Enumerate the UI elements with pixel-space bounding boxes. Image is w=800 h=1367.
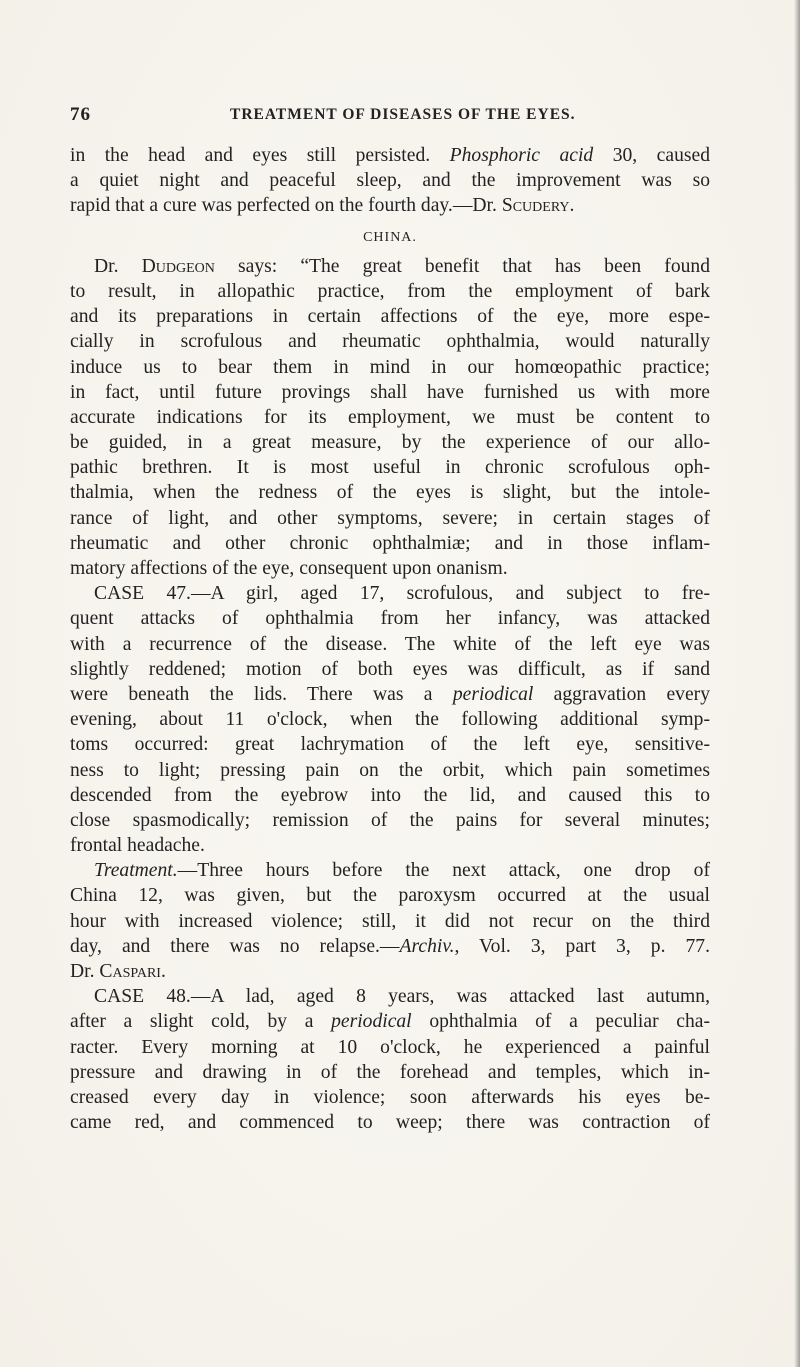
text-segment: quent attacks of ophthalmia from her infancy, was attacked xyxy=(70,608,710,630)
text-segment: day, and there was no relapse.— xyxy=(70,935,400,957)
text-segment: slightly reddened; motion of both eyes was difficult, as if sand xyxy=(70,658,710,680)
text-line xyxy=(70,455,710,480)
text-line xyxy=(70,833,710,858)
text-segment: Caspari xyxy=(99,961,161,982)
text-line xyxy=(70,732,710,757)
text-segment: in the head and eyes still persisted. xyxy=(70,145,450,166)
text-segment: pressure and drawing in of the forehead and temples, which in- xyxy=(70,1061,710,1083)
text-segment: came red, and commenced to weep; there was contraction of xyxy=(70,1112,710,1134)
text-segment: aggravation every xyxy=(533,683,710,705)
text-segment: rance of light, and other symptoms, severe; in certain stages of xyxy=(70,507,710,529)
text-line xyxy=(70,329,710,354)
text-line xyxy=(70,405,710,430)
text-segment: thalmia, when the redness of the eyes is slight, but the intole- xyxy=(70,482,710,504)
text-line xyxy=(70,758,710,783)
text-segment: periodical xyxy=(452,683,534,705)
running-head xyxy=(70,104,740,126)
text-segment: Dudgeon xyxy=(141,255,215,277)
text-segment: in fact, until future provings shall have furnished us with more xyxy=(70,381,710,403)
text-line xyxy=(70,909,710,934)
text-line xyxy=(70,143,710,168)
text-line xyxy=(70,1035,710,1060)
text-segment: hour with increased violence; still, it did not recur on the third xyxy=(70,910,710,932)
text-line xyxy=(70,254,710,279)
text-segment: rheumatic and other chronic ophthalmiæ; and in those inflam- xyxy=(70,532,710,554)
text-segment: to result, in allopathic practice, from the employment of bark xyxy=(70,280,710,302)
text-line xyxy=(70,581,710,606)
text-segment: Treatment. xyxy=(94,860,178,882)
running-title: TREATMENT OF DISEASES OF THE EYES. xyxy=(230,106,576,123)
text-line xyxy=(70,556,710,581)
text-segment: matory affections of the eye, consequent upon onanism. xyxy=(70,558,508,579)
text-segment: Dr. xyxy=(94,255,142,277)
text-line xyxy=(70,959,710,984)
text-segment: . xyxy=(160,961,166,982)
text-line xyxy=(70,1110,710,1135)
page-number: 76 xyxy=(70,104,91,125)
text-segment: Archiv. xyxy=(399,935,455,957)
text-segment: with a recurrence of the disease. The white of the left eye was xyxy=(70,633,710,655)
text-line xyxy=(70,304,710,329)
text-segment: accurate indications for its employment, we must be content to xyxy=(70,406,710,428)
text-segment: Dr. xyxy=(70,961,100,982)
text-segment: racter. Every morning at 10 o'clock, he experienced a painful xyxy=(70,1036,710,1058)
text-line xyxy=(70,506,710,531)
text-segment: . xyxy=(569,195,575,217)
text-line xyxy=(70,279,710,304)
text-segment: and its preparations in certain affections of the eye, more espe- xyxy=(70,306,710,328)
body-text xyxy=(70,143,710,1135)
text-line xyxy=(70,632,710,657)
text-line xyxy=(70,934,710,959)
text-segment: says: “The great benefit that has been found xyxy=(214,255,711,277)
text-segment: , Vol. 3, part 3, p. 77. xyxy=(454,935,710,957)
text-segment: ophthalmia of a peculiar cha- xyxy=(411,1011,710,1033)
text-line xyxy=(70,480,710,505)
text-segment: China 12, was given, but the paroxysm occurred at the usual xyxy=(70,885,710,907)
text-line xyxy=(70,858,710,883)
text-line xyxy=(70,883,710,908)
text-line xyxy=(70,984,710,1009)
text-segment: Scudery xyxy=(501,195,570,217)
text-segment: Phosphoric acid xyxy=(449,145,594,166)
text-line xyxy=(70,355,710,380)
text-segment: a quiet night and peaceful sleep, and the improvement was so xyxy=(70,170,710,192)
text-line xyxy=(70,1085,710,1110)
text-line xyxy=(70,380,710,405)
text-line xyxy=(70,606,710,631)
text-segment: ness to light; pressing pain on the orbit, which pain sometimes xyxy=(70,759,710,781)
text-line xyxy=(70,682,710,707)
text-line xyxy=(70,1060,710,1085)
text-line xyxy=(70,808,710,833)
text-segment: periodical xyxy=(331,1011,412,1033)
text-segment: evening, about 11 o'clock, when the following additional symp- xyxy=(70,709,710,731)
page-edge-shadow xyxy=(794,0,800,1367)
text-segment: CASE 47.—A girl, aged 17, scrofulous, and subject to fre- xyxy=(94,583,710,605)
text-line xyxy=(70,657,710,682)
text-line xyxy=(70,193,710,218)
text-segment: frontal headache. xyxy=(70,835,205,857)
text-segment: cially in scrofulous and rheumatic ophthalmia, would naturally xyxy=(70,331,710,353)
text-segment: 30, caused xyxy=(593,145,710,166)
text-segment: —Three hours before the next attack, one drop of xyxy=(177,860,710,882)
text-segment: toms occurred: great lachrymation of the left eye, sensitive- xyxy=(70,734,710,756)
text-line xyxy=(70,1009,710,1034)
text-line xyxy=(70,707,710,732)
text-segment: descended from the eyebrow into the lid, and caused this to xyxy=(70,784,710,806)
text-line xyxy=(70,531,710,556)
text-segment: be guided, in a great measure, by the experience of our allo- xyxy=(70,432,710,454)
text-segment: CASE 48.—A lad, aged 8 years, was attacked last autumn, xyxy=(94,986,710,1008)
text-segment: close spasmodically; remission of the pains for several minutes; xyxy=(70,809,710,831)
text-line xyxy=(70,430,710,455)
text-line xyxy=(70,783,710,808)
text-segment: pathic brethren. It is most useful in chronic scrofulous oph- xyxy=(70,457,710,479)
text-line xyxy=(70,168,710,193)
text-segment: after a slight cold, by a xyxy=(70,1011,332,1033)
text-segment: rapid that a cure was perfected on the fourth day.—Dr. xyxy=(70,195,502,217)
text-segment: were beneath the lids. There was a xyxy=(70,683,453,705)
section-heading: CHINA. xyxy=(363,229,417,245)
text-segment: induce us to bear them in mind in our homœopathic practice; xyxy=(70,356,710,378)
text-segment: creased every day in violence; soon afterwards his eyes be- xyxy=(70,1086,710,1108)
